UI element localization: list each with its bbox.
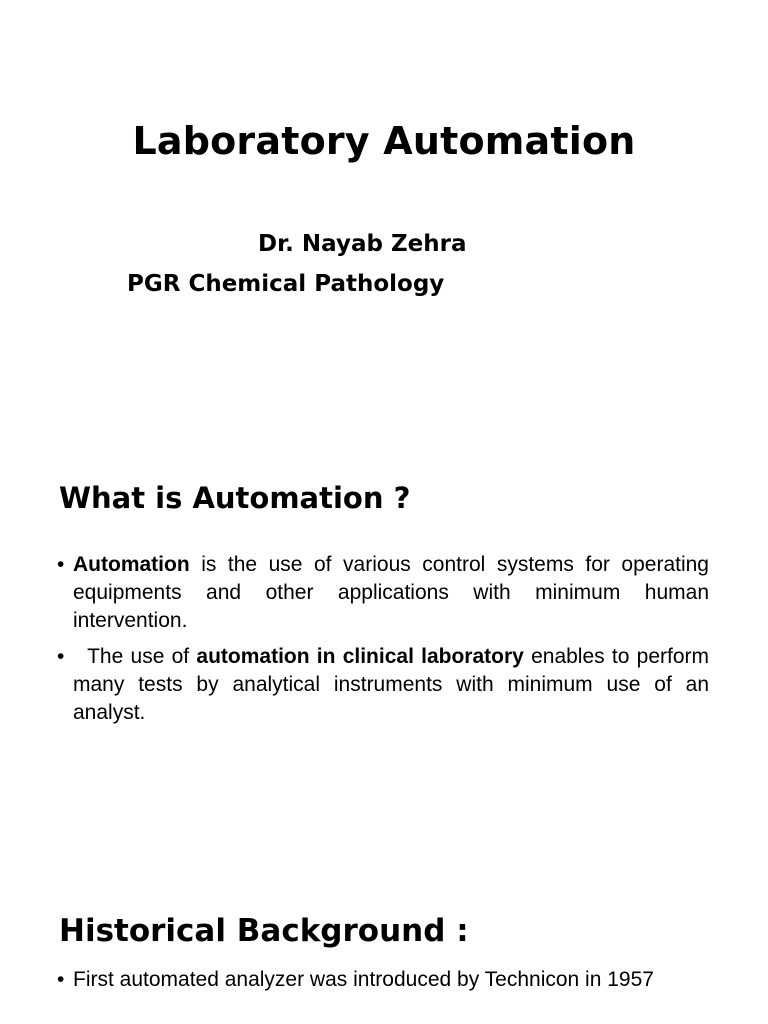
bullet-list-history <box>57 966 709 1002</box>
author-name: Dr. Nayab Zehra <box>258 231 467 257</box>
bullet-text: is the use of various control systems for operating equipments and other applications with minimum human intervention. <box>73 553 709 632</box>
section-heading-historical-background: Historical Background : <box>59 913 469 949</box>
bullet-icon: • <box>57 645 65 668</box>
bullet-bold-text: Automation <box>73 553 190 576</box>
section-heading-what-is-automation: What is Automation ? <box>59 481 411 515</box>
bullet-icon: • <box>57 968 65 991</box>
bullet-item <box>57 966 709 994</box>
slide-title: Laboratory Automation <box>132 119 636 163</box>
bullet-text: First automated analyzer was introduced by Technicon in 1957 <box>73 968 654 991</box>
author-role: PGR Chemical Pathology <box>127 271 445 297</box>
bullet-text: enables to perform many tests by analytical instruments with minimum use of an analyst. <box>73 645 709 724</box>
bullet-list-automation <box>57 551 709 735</box>
bullet-lead-text: The use of <box>73 645 197 668</box>
bullet-bold-text: automation in clinical laboratory <box>196 645 524 668</box>
bullet-icon: • <box>57 553 65 576</box>
bullet-item <box>57 643 709 727</box>
bullet-item <box>57 551 709 635</box>
